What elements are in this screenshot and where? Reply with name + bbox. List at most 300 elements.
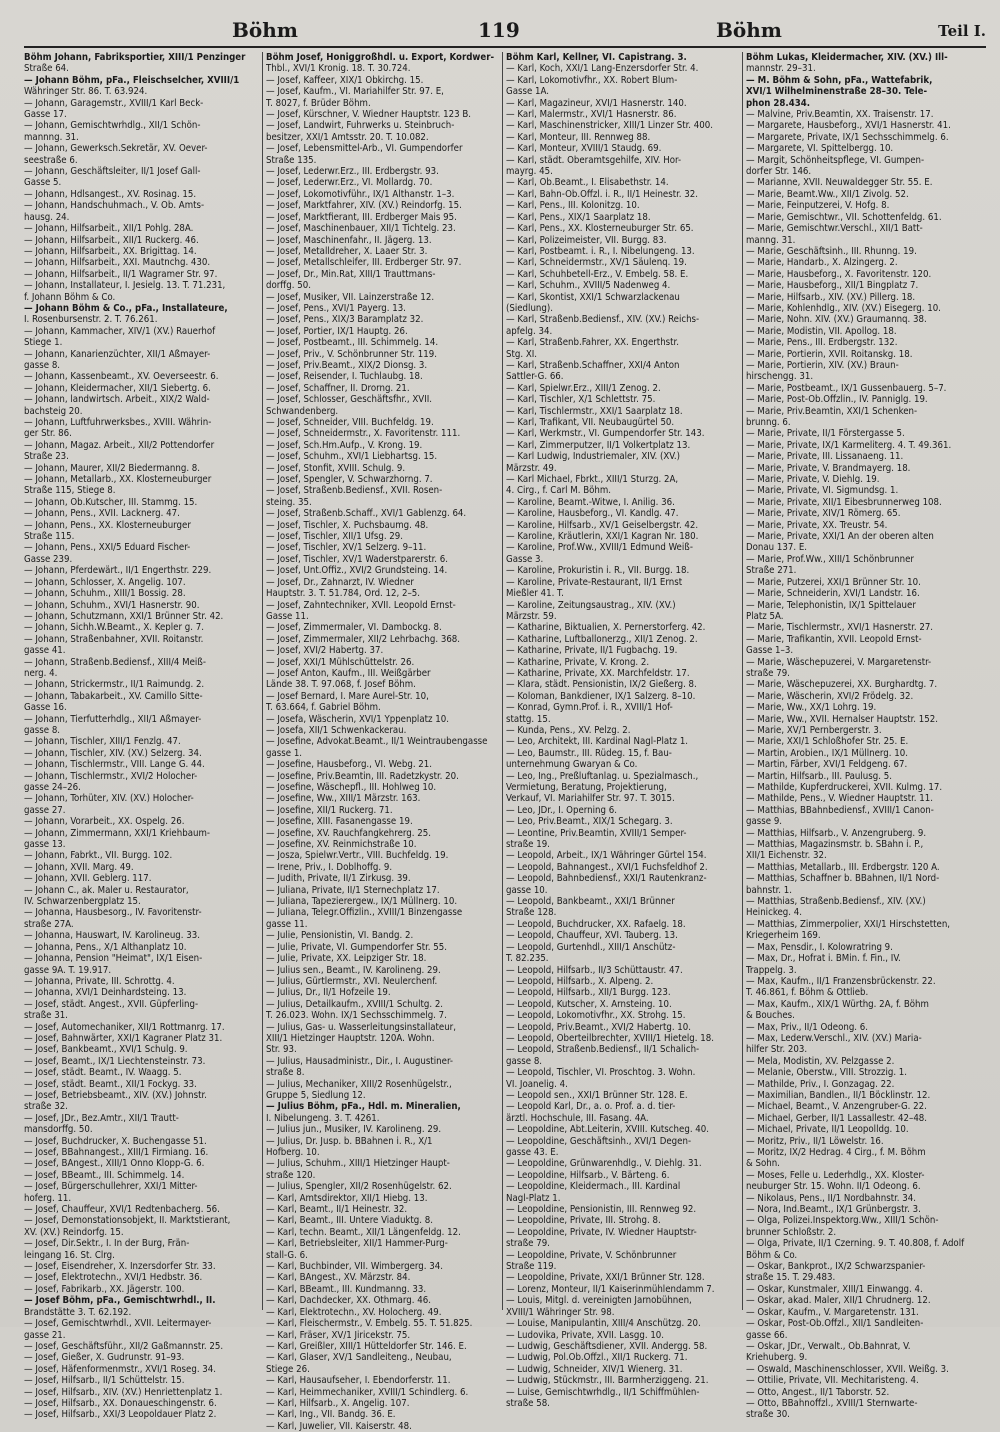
directory-entry: — Karl, Zimmerputzer, II/1 Volkertplatz 13. bbox=[506, 439, 691, 451]
directory-entry: — Johann, Tabakarbeit., XV. Camillo Sitte- bbox=[24, 690, 203, 702]
directory-entry: — Johann, XVII. Geblerg. 117. bbox=[24, 873, 152, 885]
directory-entry: — Johann, Kleidermacher, XII/1 Siebertg. 6. bbox=[24, 382, 211, 394]
directory-entry: — Josef, Marktfahrer, XIV. (XV.) Reindorfg. 15. bbox=[266, 200, 462, 212]
directory-entry: Vermietung, Beratung, Projektierung, bbox=[506, 782, 667, 793]
directory-entry: — Leopoldine, Private, III. Strohg. 8. bbox=[506, 1215, 661, 1227]
directory-entry: — Leo, JDr., I. Operning 6. bbox=[506, 804, 617, 816]
directory-entry: — Josef, JDr., Bez.Amtr., XII/1 Trautt- bbox=[24, 1112, 179, 1124]
directory-entry: — Karoline, Hausbeforg., VI. Kandlg. 47. bbox=[506, 508, 679, 520]
directory-entry: — Josef, Stonfit, XVIII. Schulg. 9. bbox=[266, 462, 406, 474]
directory-entry: Straße 23. bbox=[24, 451, 69, 463]
directory-entry: — Oskar, Kaufm., V. Margaretenstr. 131. bbox=[746, 1306, 919, 1318]
directory-entry: — Margit, Schönheitspflege, VI. Gumpen- bbox=[746, 154, 925, 166]
directory-entry: steing. 35. bbox=[266, 496, 312, 508]
directory-entry: — Karl, BAngest., XV. Märzstr. 84. bbox=[266, 1272, 411, 1284]
directory-entry: — Johann, Fabrkt., VII. Burgg. 102. bbox=[24, 850, 173, 862]
directory-entry: Verkauf, VI. Mariahilfer Str. 97. T. 3015. bbox=[506, 793, 675, 805]
directory-entry: — Josef, Postbeamt., III. Schimmelg. 14. bbox=[266, 337, 439, 349]
directory-entry: — Otto, BBahnoffzl., XVIII/1 Sternwarte- bbox=[746, 1397, 918, 1409]
directory-entry: — Josef, Metallschleifer, III. Erdberger Str. 97. bbox=[266, 257, 462, 269]
directory-entry: T. 8027, f. Brüder Böhm. bbox=[266, 97, 371, 109]
directory-entry: — Josefine, Wäschepfl., III. Hohlweg 10. bbox=[266, 782, 437, 793]
directory-entry: — Katharine, Biktualien, X. Pernerstorferg. 42. bbox=[506, 622, 706, 634]
directory-entry: T. 63.664, f. Gabriel Böhm. bbox=[266, 702, 381, 714]
directory-entry: — Josef, Maschinenbauer, XII/1 Tichtelg. 23. bbox=[266, 223, 456, 235]
directory-entry: — Johann, Hilfsarbeit., II/1 Wagramer Str. 97. bbox=[24, 268, 218, 280]
directory-entry: — Johann, Schuhm., XIII/1 Bossig. 28. bbox=[24, 588, 186, 600]
directory-entry: gasse 11. bbox=[266, 918, 308, 930]
directory-entry: bachsteig 20. bbox=[24, 405, 83, 417]
directory-entry: — Michael, Private, II/1 Leopolldg. 10. bbox=[746, 1124, 909, 1136]
directory-entry: neuburger Str. 15. Wohn. II/1 Odeong. 6. bbox=[746, 1181, 921, 1193]
directory-entry: straße 19. bbox=[506, 839, 550, 851]
directory-entry: — Karl, Ing., VII. Bandg. 36. E. bbox=[266, 1409, 396, 1421]
directory-entry: — Leopold, Hilfsarb., II/3 Schüttaustr. 47. bbox=[506, 964, 683, 976]
directory-entry: — Matthias, Metallarb., III. Erdbergstr. 120 A. bbox=[746, 861, 940, 873]
directory-entry: — Ottilie, Private, VII. Mechitaristeng. 4. bbox=[746, 1375, 919, 1387]
directory-entry: — Karoline, Kräutlerin, XXI/1 Kagran Nr. 180. bbox=[506, 531, 699, 543]
directory-entry: — Marie, Portierin, XVII. Roitanskg. 18. bbox=[746, 348, 913, 360]
directory-entry: dorfer Str. 146. bbox=[746, 166, 812, 178]
directory-entry: — Karl, Polizeimeister, VII. Burgg. 83. bbox=[506, 234, 667, 246]
directory-entry: — Josef, Bürgerschullehrer, XXI/1 Mitter- bbox=[24, 1181, 198, 1193]
directory-entry: brunner Schloßstr. 2. bbox=[746, 1226, 837, 1238]
directory-entry: — Josef, Häfenformenmstr., XVI/1 Roseg. 34. bbox=[24, 1363, 217, 1375]
directory-entry: — Johann, Gemischtwrhdlg., XII/1 Schön- bbox=[24, 120, 201, 132]
directory-entry: — Julius, Schuhm., XIII/1 Hietzinger Haupt- bbox=[266, 1158, 450, 1170]
directory-entry: Böhm Josef, Honiggroßhdl. u. Export, Kordwer- bbox=[266, 52, 495, 63]
directory-entry: stattg. 15. bbox=[506, 713, 551, 725]
directory-entry: — Marie, Pens., III. Erdbergstr. 132. bbox=[746, 337, 898, 349]
directory-entry: — Josefine, Priv.Beamtin, III. Radetzkystr. 20. bbox=[266, 770, 459, 782]
directory-entry: Straße 64. bbox=[24, 63, 69, 75]
directory-entry: — Olga, Polizei.Inspektorg.Ww., XIII/1 Schön- bbox=[746, 1215, 939, 1227]
directory-entry: — Josef, Kürschner, V. Wiedner Hauptstr. 123 B. bbox=[266, 109, 471, 121]
directory-entry: — Max, Pensdir., I. Kolowratring 9. bbox=[746, 941, 893, 953]
directory-entry: — Marie, Hausbeforg., X. Favoritenstr. 120. bbox=[746, 268, 932, 280]
directory-entry: — Marie, Gemischtwr.Verschl., XII/1 Batt- bbox=[746, 223, 923, 235]
directory-entry: — Josef, Elektrotechn., XVI/1 Hedbstr. 36. bbox=[24, 1272, 203, 1284]
directory-entry: Donau 137. E. bbox=[746, 542, 808, 554]
directory-entry: — Karl, Lokomotivfhr., XX. Robert Blum- bbox=[506, 74, 678, 86]
directory-entry: leingang 16. St. Clrg. bbox=[24, 1249, 115, 1261]
directory-entry: — Marianne, XVII. Neuwaldegger Str. 55. E. bbox=[746, 177, 933, 189]
directory-entry: stall-G. 6. bbox=[266, 1249, 308, 1261]
directory-entry: — Josef, BBahnangest., XIII/1 Firmiang. 16. bbox=[24, 1147, 209, 1158]
directory-entry: Sattler-G. 66. bbox=[506, 371, 564, 383]
directory-entry: — Josef, Pens., XIX/3 Baramplatz 32. bbox=[266, 314, 424, 326]
directory-entry: straße 30. bbox=[746, 1409, 790, 1421]
directory-entry: — Ludwig, Schneider, XIV/1 Wienerg. 31. bbox=[506, 1363, 683, 1375]
part-label: Teil I. bbox=[938, 22, 986, 40]
directory-entry: — Karl, Pens., XX. Klosterneuburger Str. 65. bbox=[506, 223, 694, 235]
directory-entry: — Mathilde, Pens., V. Wiedner Hauptstr. 11. bbox=[746, 793, 933, 805]
directory-entry: I. Nibelungeng. 3. T. 4261. bbox=[266, 1112, 380, 1124]
directory-entry: — Johann, Hilfsarbeit., XII/1 Ruckerg. 46. bbox=[24, 234, 199, 246]
directory-entry: — Irene, Priv., I. Doblhoffg. 9. bbox=[266, 861, 393, 873]
directory-entry: — Karl, techn. Beamt., XII/1 Längenfeldg. 12. bbox=[266, 1226, 461, 1238]
directory-entry: — Johann, XVII. Marg. 49. bbox=[24, 861, 134, 873]
directory-entry: — Josefa, Wäscherin, XVI/1 Yppenplatz 10. bbox=[266, 713, 449, 725]
directory-entry: — Oskar, Bankprot., IX/2 Schwarzspanier- bbox=[746, 1261, 926, 1273]
directory-entry: — Karoline, Prof.Ww., XVIII/1 Edmund Weiß- bbox=[506, 542, 693, 554]
directory-column-1 bbox=[24, 52, 260, 1421]
directory-entry: — Marie, Wäschepuzerei, V. Margaretenstr- bbox=[746, 656, 932, 668]
directory-entry: — Ludwig, Geschäftsdiener, XVII. Andergg. 58. bbox=[506, 1340, 708, 1352]
directory-entry: — Martin, Arobien., IX/1 Müllnerg. 10. bbox=[746, 747, 908, 759]
directory-entry: — Karl, Spielwr.Erz., XIII/1 Zenog. 2. bbox=[506, 382, 661, 394]
directory-entry: — Max, Kaufm., II/1 Franzensbrückenstr. 22. bbox=[746, 975, 936, 987]
directory-entry: — Josef, Kaufm., VI. Mariahilfer Str. 97. E, bbox=[266, 86, 444, 98]
directory-entry: — Johann, Installateur, I. Jesielg. 13. T. 71.231, bbox=[24, 280, 226, 292]
directory-entry: — Marie, Private, IX/1 Karmeliterg. 4. T. 49.361. bbox=[746, 439, 952, 451]
directory-entry: — Leopold, Priv.Beamt., XVI/2 Habertg. 10. bbox=[506, 1021, 692, 1033]
directory-entry: straße 27A. bbox=[24, 918, 74, 930]
directory-entry: seestraße 6. bbox=[24, 154, 78, 166]
directory-entry: — Johann, Hilfsarbeit., XX. Brigittag. 14. bbox=[24, 245, 197, 257]
directory-entry: gasse 41. bbox=[24, 645, 66, 657]
directory-entry: unternehmung Gwaryan & Co. bbox=[506, 759, 638, 771]
directory-entry: — Josef, Hilfsarb., XX. Donaueschingenstr. 6. bbox=[24, 1397, 217, 1409]
directory-entry: — Johann, Luftfuhrwerksbes., XVIII. Währin- bbox=[24, 417, 212, 428]
directory-entry: Stiege 1. bbox=[24, 337, 63, 349]
directory-entry: — Karl, Hausaufseher, I. Ebendorferstr. 11. bbox=[266, 1375, 451, 1387]
directory-entry: — Josef, Schlosser, Geschäftsfhr., XVII. bbox=[266, 394, 433, 406]
directory-entry: — Josef Böhm, pFa., Gemischtwrhdl., II. bbox=[24, 1295, 216, 1307]
directory-entry: Gasse 3. bbox=[506, 553, 544, 565]
directory-entry: — Julius, Mechaniker, XIII/2 Rosenhügelstr., bbox=[266, 1078, 452, 1090]
directory-entry: — Julius, Hausadministr., Dir., I. Augustiner- bbox=[266, 1055, 453, 1067]
directory-entry: Märzstr. 59. bbox=[506, 610, 557, 622]
directory-entry: Straße 128. bbox=[506, 907, 557, 919]
directory-entry: — Julius, Gas- u. Wasserleitungsinstallateur, bbox=[266, 1021, 456, 1033]
directory-entry: straße 79. bbox=[746, 667, 790, 679]
directory-entry: Gasse 1–3. bbox=[746, 645, 794, 657]
directory-entry: — Leontine, Priv.Beamtin, XVIII/1 Semper- bbox=[506, 827, 687, 839]
directory-entry: — Marie, Schneiderin, XVI/1 Landstr. 16. bbox=[746, 588, 920, 600]
directory-entry: — Josefine, Advokat.Beamt., II/1 Weintraubengasse bbox=[266, 736, 488, 748]
directory-entry: Straße 115, Stiege 8. bbox=[24, 485, 116, 497]
directory-entry: — Marie, Nohn. XIV. (XV.) Graumannq. 38. bbox=[746, 314, 927, 326]
directory-entry: — Karl, Juwelier, VII. Kaiserstr. 48. bbox=[266, 1420, 412, 1432]
directory-entry: — Mela, Modistin, XV. Pelzgasse 2. bbox=[746, 1055, 895, 1067]
directory-entry: — Josef, Sch.Hm.Aufp., V. Krong. 19. bbox=[266, 439, 423, 451]
directory-entry: — Marie, Post-Ob.Offzlin., IV. Panniglg. 19. bbox=[746, 394, 928, 406]
directory-entry: — Josef, städt. Angest., XVII. Güpferling- bbox=[24, 998, 199, 1010]
directory-entry: — Moritz, IX/2 Hedrag. 4 Cirg., f. M. Böhm bbox=[746, 1147, 926, 1158]
directory-entry: — Johann Böhm, pFa., Fleischselcher, XVIII/1 bbox=[24, 74, 240, 86]
directory-entry: Trappelg. 3. bbox=[746, 964, 797, 976]
directory-entry: — M. Böhm & Sohn, pFa., Wattefabrik, bbox=[746, 74, 933, 86]
directory-entry: — Matthias, Magazinsmstr. b. SBahn i. P., bbox=[746, 839, 924, 851]
directory-entry: Hofberg. 10. bbox=[266, 1147, 320, 1158]
directory-entry: — Karl, Fräser, XV/1 Jiricekstr. 75. bbox=[266, 1329, 411, 1341]
directory-entry: — Josef, Hilfsarb., II/1 Schüttelstr. 15. bbox=[24, 1375, 185, 1387]
directory-entry: hilfer Str. 203. bbox=[746, 1044, 808, 1056]
directory-entry: brunng. 6. bbox=[746, 417, 791, 428]
directory-entry: — Marie, Ww., XX/1 Lohrg. 19. bbox=[746, 702, 877, 714]
directory-entry: — Leo, Priv.Beamt., XIX/1 Schegarg. 3. bbox=[506, 816, 673, 828]
directory-entry: — Josef, Chauffeur, XVI/1 Redtenbacherg. 56. bbox=[24, 1204, 220, 1216]
directory-entry: — Josef, Metalldreher, X. Laaer Str. 3. bbox=[266, 245, 428, 257]
directory-entry: — Mathilde, Kupferdruckerei, XVII. Kulmg. 17. bbox=[746, 782, 943, 793]
directory-entry: mansdorffg. 50. bbox=[24, 1124, 93, 1136]
directory-entry: gasse 8. bbox=[24, 359, 61, 371]
directory-entry: ärztl. Hochschule, III. Fasang. 4A. bbox=[506, 1112, 649, 1124]
directory-entry: Kriehuberg. 9. bbox=[746, 1352, 808, 1364]
directory-entry: — Marie, Private, III. Lissanaeng. 11. bbox=[746, 451, 904, 463]
directory-entry: — Marie, Hilfsarb., XIV. (XV.) Pillerg. 18. bbox=[746, 291, 916, 303]
directory-entry: — Louis, Mitgl. d. vereinigten Jarnobühnen, bbox=[506, 1295, 692, 1307]
directory-entry: — Josef, Kaffeer, XIX/1 Obkirchg. 15. bbox=[266, 74, 424, 86]
directory-entry: hoferg. 11. bbox=[24, 1192, 72, 1204]
directory-entry: — Karl, Straßenb.Fahrer, XX. Engerthstr. bbox=[506, 337, 679, 349]
directory-entry: gasse 21. bbox=[24, 1329, 66, 1341]
directory-entry: — Margarete, VI. Spittelbergg. 10. bbox=[746, 143, 894, 155]
directory-entry: — Josef, Demonstationsobjekt, II. Marktstierant, bbox=[24, 1215, 231, 1227]
directory-entry: — Johann, Handschuhmach., V. Ob. Amts- bbox=[24, 200, 205, 212]
directory-entry: — Marie, Postbeamt., IX/1 Gussenbauerg. 5–7. bbox=[746, 382, 947, 394]
directory-entry: — Johann, Torhüter, XIV. (XV.) Holocher- bbox=[24, 793, 194, 805]
directory-entry: gasse 1. bbox=[266, 747, 303, 759]
directory-entry: — Melanie, Oberstw., VIII. Strozzig. 1. bbox=[746, 1067, 908, 1079]
directory-entry: bahnstr. 1. bbox=[746, 884, 792, 896]
directory-entry: — Julius jun., Musiker, IV. Karolineng. 29. bbox=[266, 1124, 442, 1136]
directory-entry: Kriegerheim 169. bbox=[746, 930, 821, 942]
directory-entry: — Karl, Bahn-Ob.Offzl. i. R., II/1 Heinestr. 32. bbox=[506, 188, 698, 200]
page-number: 119 bbox=[478, 18, 520, 42]
directory-entry: — Josef, Tischler, XV/1 Selzerg. 9–11. bbox=[266, 542, 427, 554]
directory-entry: Straße 271. bbox=[746, 565, 797, 577]
directory-entry: & Sohn. bbox=[746, 1158, 780, 1170]
directory-entry: — Leopold, Chauffeur, XVI. Tauberg. 13. bbox=[506, 930, 678, 942]
directory-entry: — Leopold, Bahnangest., XVI/1 Fuchsfeldhof 2. bbox=[506, 861, 708, 873]
directory-entry: gasse 24–26. bbox=[24, 782, 81, 793]
directory-entry: — Johann, Strickermstr., II/1 Raimundg. 2. bbox=[24, 679, 205, 691]
directory-entry: straße 58. bbox=[506, 1397, 550, 1409]
directory-entry: — Juliana, Telegr.Offizlin., XVIII/1 Binzengasse bbox=[266, 907, 463, 919]
directory-entry: — Nora, Ind.Beamt., IX/1 Grünbergstr. 3. bbox=[746, 1204, 921, 1216]
directory-entry: — Josefine, Ww., XIII/1 Märzstr. 163. bbox=[266, 793, 421, 805]
directory-entry: — Moses, Felle u. Lederhdlg., XX. Kloster- bbox=[746, 1169, 925, 1181]
directory-entry: — Josef, Lederwr.Erz., VI. Mollardg. 70. bbox=[266, 177, 433, 189]
directory-entry: — Marie, Private, II/1 Förstergasse 5. bbox=[746, 428, 905, 440]
directory-entry: hausg. 24. bbox=[24, 211, 70, 223]
directory-entry: — Leopold, Tischler, VI. Proschtog. 3. Wohn. bbox=[506, 1067, 696, 1079]
directory-entry: — Josef, Bahnwärter, XXI/1 Kagraner Platz 31. bbox=[24, 1032, 223, 1044]
directory-entry: gasse 8. bbox=[24, 724, 61, 736]
directory-entry: XV. (XV.) Reindorfg. 15. bbox=[24, 1226, 124, 1238]
directory-entry: — Karl Michael, Fbrkt., XIII/1 Sturzg. 2A, bbox=[506, 474, 679, 486]
directory-entry: Str. 93. bbox=[266, 1044, 297, 1056]
directory-entry: — Johann, Gewerksch.Sekretär, XV. Oever- bbox=[24, 143, 208, 155]
directory-entry: — Marie, Geschäftsinh., III. Rhunng. 19. bbox=[746, 245, 917, 257]
directory-entry: gasse 13. bbox=[24, 839, 66, 851]
directory-entry: — Karl, Elektrotechn., XV. Holocherg. 49. bbox=[266, 1306, 442, 1318]
directory-entry: — Josef, Gießer, X. Gudrunstr. 91–93. bbox=[24, 1352, 185, 1364]
directory-entry: — Josef, Fabrikarb., XX. Jägerstr. 100. bbox=[24, 1283, 185, 1295]
directory-entry: — Karl, Postbeamt. i. R., I. Nibelungeng. 13. bbox=[506, 245, 695, 257]
directory-entry: — Katharine, Private, II/1 Fugbachg. 19. bbox=[506, 645, 678, 657]
directory-entry: — Josef, Buchdrucker, X. Buchengasse 51. bbox=[24, 1135, 207, 1147]
directory-entry: — Johann, Schutzmann, XXI/1 Brünner Str. 42. bbox=[24, 610, 224, 622]
directory-entry: — Josef, BAngest., XIII/1 Onno Klopp-G. 6. bbox=[24, 1158, 205, 1170]
directory-entry: — Marie, Private, XIV/1 Römerg. 65. bbox=[746, 508, 901, 520]
directory-entry: — Marie, Beamt.Ww., XII/1 Zivolg. 52. bbox=[746, 188, 909, 200]
directory-entry: — Karl, Schuhm., XVIII/5 Nadenweg 4. bbox=[506, 280, 671, 292]
directory-entry: — Johann, Pferdewärt., II/1 Engerthstr. 229. bbox=[24, 565, 212, 577]
directory-entry: — Johann, Schuhm., XVI/1 Hasnerstr. 90. bbox=[24, 599, 200, 611]
directory-entry: — Marie, Hausbeforg., XII/1 Bingplatz 7. bbox=[746, 280, 919, 292]
directory-entry: straße 120. bbox=[266, 1169, 316, 1181]
directory-entry: — Julie, Private, XX. Leipziger Str. 18. bbox=[266, 953, 427, 965]
directory-entry: — Johann, Metallarb., XX. Klosterneuburger bbox=[24, 474, 212, 486]
directory-entry: — Karl, Pens., XIX/1 Saarplatz 18. bbox=[506, 211, 651, 223]
directory-entry: — Marie, XXI/1 Schloßhofer Str. 25. E. bbox=[746, 736, 909, 748]
directory-entry: — Johann, Sichh.W.Beamt., X. Kepler g. 7. bbox=[24, 622, 204, 634]
directory-entry: — Johann, Pens., XXI/5 Eduard Fischer- bbox=[24, 542, 191, 554]
directory-entry: XVIII/1 Währinger Str. 98. bbox=[506, 1306, 615, 1318]
directory-entry: — Johann, Zimmermann, XXI/1 Kriehbaum- bbox=[24, 827, 210, 839]
directory-entry: — Karoline, Beamt.-Witwe, I. Anilig. 36. bbox=[506, 496, 675, 508]
directory-entry: — Ludovika, Private, XVII. Lasgg. 10. bbox=[506, 1329, 665, 1341]
directory-entry: — Koloman, Bankdiener, IX/1 Salzerg. 8–10. bbox=[506, 690, 696, 702]
directory-entry: — Josef, Betriebsbeamt., XIV. (XV.) Johnstr. bbox=[24, 1089, 207, 1101]
directory-entry: — Leopoldine, Abt.Leiterin, XVIII. Kutscheg. 40. bbox=[506, 1124, 710, 1136]
directory-entry: — Ludwig, Stückmstr., III. Barmherziggeng. 21. bbox=[506, 1375, 709, 1387]
directory-entry: — Josef, Unt.Offiz., XVI/2 Grundsteing. 14. bbox=[266, 565, 448, 577]
directory-entry: — Karoline, Hilfsarb., XV/1 Geiselbergstr. 42. bbox=[506, 519, 699, 531]
directory-entry: — Marie, Telephonistin, IX/1 Spittelauer bbox=[746, 599, 916, 611]
directory-entry: — Matthias, Zimmerpolier, XXI/1 Hirschstetten, bbox=[746, 918, 951, 930]
directory-entry: Straße 119. bbox=[506, 1261, 557, 1273]
directory-entry: — Josef, Geschäftsführ., XII/2 Gaßmannstr. 25. bbox=[24, 1340, 224, 1352]
directory-entry: apfelg. 34. bbox=[506, 325, 553, 337]
directory-entry: — Leopoldine, Kleidermach., III. Kardinal bbox=[506, 1181, 681, 1193]
directory-entry: — Johann, Maurer, XII/2 Biedermanng. 8. bbox=[24, 462, 201, 474]
directory-entry: — Matthias, Straßenb.Bediensf., XIV. (XV.) bbox=[746, 896, 926, 908]
directory-entry: — Leopold, Gurtenhdl., XIII/1 Anschütz- bbox=[506, 941, 676, 953]
directory-entry: — Karl, Maschinenstricker, XIII/1 Linzer Str. 400. bbox=[506, 120, 713, 132]
directory-entry: — Marie, Modistin, VII. Apollog. 18. bbox=[746, 325, 897, 337]
directory-entry: Gasse 239. bbox=[24, 553, 73, 565]
header-right-surname: Böhm bbox=[716, 18, 782, 42]
directory-entry: XIII/1 Hietzinger Hauptstr. 120A. Wohn. bbox=[266, 1032, 435, 1044]
directory-entry: — Josef, Zimmermaler, XII/2 Lehrbachg. 368. bbox=[266, 633, 461, 645]
directory-entry: straße 79. bbox=[506, 1238, 550, 1250]
directory-entry: — Leopoldine, Private, V. Schönbrunner bbox=[506, 1249, 677, 1261]
directory-entry: — Julius, Gürtlermstr., XVI. Neulerchenf. bbox=[266, 975, 438, 987]
directory-columns bbox=[24, 52, 986, 1432]
directory-entry: Böhm & Co. bbox=[746, 1249, 798, 1261]
directory-entry: — Karl, Straßenb.Schaffner, XXI/4 Anton bbox=[506, 359, 680, 371]
directory-entry: — Josef, Hilfsarb., XXI/3 Leopoldauer Platz 2. bbox=[24, 1409, 217, 1421]
directory-entry: — Josef, Straßenb.Schaff., XVI/1 Gablenzg. 64. bbox=[266, 508, 467, 520]
directory-entry: — Moritz, Priv., II/1 Löwelstr. 16. bbox=[746, 1135, 884, 1147]
directory-entry: — Leopold, Hilfsarb., XII/1 Burgg. 123. bbox=[506, 987, 671, 999]
directory-entry: — Julie, Private, VI. Gumpendorfer Str. 55. bbox=[266, 941, 447, 953]
directory-entry: — Marie, Prof.Ww., XIII/1 Schönbrunner bbox=[746, 553, 914, 565]
directory-entry: — Karl, Heimmechaniker, XVIII/1 Schindlerg. 6. bbox=[266, 1386, 469, 1398]
directory-entry: — Josef, XVI/2 Habertg. 37. bbox=[266, 645, 384, 657]
directory-entry: — Nikolaus, Pens., II/1 Nordbahnstr. 34. bbox=[746, 1192, 916, 1204]
directory-entry: — Josef, Musiker, VII. Lainzerstraße 12. bbox=[266, 291, 435, 303]
directory-entry: — Johanna, Hauswart, IV. Karolineug. 33. bbox=[24, 930, 200, 942]
directory-entry: — Judith, Private, II/1 Zirkusg. 39. bbox=[266, 873, 411, 885]
directory-entry: — Johann, Tischler, XIII/1 Fenzlg. 47. bbox=[24, 736, 181, 748]
directory-entry: — Julius, Dr. Jusp. b. BBahnen i. R., X/1 bbox=[266, 1135, 433, 1147]
directory-entry: — Marie, XV/1 Pernbergerstr. 3. bbox=[746, 724, 882, 736]
directory-entry: — Marie, Portierin, XIV. (XV.) Braun- bbox=[746, 359, 899, 371]
directory-entry: — Leopoldine, Hilfsarb., V. Bärteng. 6. bbox=[506, 1169, 670, 1181]
directory-entry: Gruppe 5, Siedlung 12. bbox=[266, 1089, 366, 1101]
directory-entry: straße 32. bbox=[24, 1101, 68, 1113]
directory-entry: — Kunda, Pens., XV. Pelzg. 2. bbox=[506, 724, 631, 736]
directory-entry: — Karl, Schuhbetell-Erz., V. Embelg. 58. E. bbox=[506, 268, 689, 280]
directory-entry: — Karl, Glaser, XV/1 Sandleiteng., Neubau, bbox=[266, 1352, 452, 1364]
directory-entry: — Marie, Private, XII/1 Eibesbrunnerweg 108. bbox=[746, 496, 942, 508]
directory-entry: — Karl, Straßenb.Bediensf., XIV. (XV.) Reichs- bbox=[506, 314, 700, 326]
directory-entry: — Johann, Tischler, XIV. (XV.) Selzerg. 34. bbox=[24, 747, 202, 759]
directory-column-3 bbox=[506, 52, 742, 1409]
directory-entry: — Leo, Baumstr., III. Rüdeg. 15, f. Bau- bbox=[506, 747, 672, 759]
directory-entry: — Johanna, Private, III. Schrottg. 4. bbox=[24, 975, 175, 987]
directory-entry: — Johann, Tischlermstr., VIII. Lange G. 44. bbox=[24, 759, 205, 771]
directory-entry: — Leopold, Kutscher, X. Arnsteing. 10. bbox=[506, 998, 672, 1010]
directory-entry: — Mathilde, Priv., I. Gonzagag. 22. bbox=[746, 1078, 895, 1090]
directory-entry: — Matthias, BBahnbediensf., XVIII/1 Canon- bbox=[746, 804, 934, 816]
directory-entry: — Josef, Tischler, XII/1 Ufsg. 29. bbox=[266, 531, 404, 543]
directory-entry: — Johann, Pens., XX. Klosterneuburger bbox=[24, 519, 191, 531]
directory-entry: — Karl, Buchbinder, VII. Wimbergerg. 34. bbox=[266, 1261, 443, 1273]
directory-entry: — Johann, Kammacher, XIV/1 (XV.) Rauerhof bbox=[24, 325, 216, 337]
directory-entry: — Josef, Spengler, V. Schwarzhorng. 7. bbox=[266, 474, 433, 486]
directory-entry: — Marie, Feinputzerei, V. Hofg. 8. bbox=[746, 200, 890, 212]
directory-entry: — Johann, Tischlermstr., XVI/2 Holocher- bbox=[24, 770, 198, 782]
directory-entry: gasse 10. bbox=[506, 884, 548, 896]
directory-entry: — Josef, Landwirt, Fuhrwerks u. Steinbruch- bbox=[266, 120, 455, 132]
header-rule bbox=[24, 46, 986, 48]
directory-entry: — Josef, Tischler, X. Puchsbaumg. 48. bbox=[266, 519, 429, 531]
directory-entry: Brandstätte 3. T. 62.192. bbox=[24, 1306, 132, 1318]
directory-entry: — Louise, Manipulantin, XIII/4 Anschützg. 20. bbox=[506, 1318, 701, 1330]
directory-entry: — Maximilian, Bandlen., II/1 Böcklinstr. 12. bbox=[746, 1089, 931, 1101]
directory-entry: — Leopold, Bankbeamt., XXI/1 Brünner bbox=[506, 896, 675, 908]
directory-entry: VI. Joanelig. 4. bbox=[506, 1078, 568, 1090]
directory-entry: Hauptstr. 3. T. 51.784, Ord. 12, 2–5. bbox=[266, 588, 421, 600]
directory-entry: — Karl, Amtsdirektor, XII/1 Hiebg. 13. bbox=[266, 1192, 428, 1204]
directory-entry: Gasse 16. bbox=[24, 702, 67, 714]
directory-entry: — Leopold sen., XXI/1 Brünner Str. 128. E. bbox=[506, 1089, 688, 1101]
directory-entry: — Ludwig, Pol.Ob.Offzl., XII/1 Ruckerg. 71. bbox=[506, 1352, 688, 1364]
directory-entry: — Leopold, Oberteilbrechter, XVIII/1 Hietelg. 18. bbox=[506, 1032, 714, 1044]
directory-entry: — Leopoldine, Grünwarenhdlg., V. Diehlg. 31. bbox=[506, 1158, 702, 1170]
directory-entry: — Josefa, XII/1 Schwenkackerau. bbox=[266, 724, 407, 736]
directory-entry: gasse 8. bbox=[506, 1055, 543, 1067]
directory-entry: — Leopold Karl, Dr., a. o. Prof. a. d. tier- bbox=[506, 1101, 676, 1113]
directory-entry: XII/1 Eichenstr. 32. bbox=[746, 850, 827, 862]
directory-entry: — Oskar, JDr., Verwalt., Ob.Bahnrat, V. bbox=[746, 1340, 911, 1352]
directory-entry: — Johann, Kanarienzüchter, XII/1 Aßmayer- bbox=[24, 348, 211, 360]
directory-entry: — Josef, Lokomotivführ., IX/1 Althanstr. 1–3. bbox=[266, 188, 455, 200]
directory-entry: — Konrad, Gymn.Prof. i. R., XVIII/1 Hof- bbox=[506, 702, 673, 714]
directory-entry: 4. Cirg., f. Carl M. Böhm. bbox=[506, 485, 612, 497]
directory-entry: — Johann C., ak. Maler u. Restaurator, bbox=[24, 884, 189, 896]
directory-entry: Lände 38. T. 97.068, f. Josef Böhm. bbox=[266, 679, 416, 691]
directory-entry: — Max, Lederw.Verschl., XIV. (XV.) Maria- bbox=[746, 1032, 922, 1044]
directory-entry: T. 26.023. Wohn. IX/1 Sechsschimmelg. 7. bbox=[266, 1010, 447, 1022]
directory-entry: (Siedlung). bbox=[506, 302, 553, 314]
